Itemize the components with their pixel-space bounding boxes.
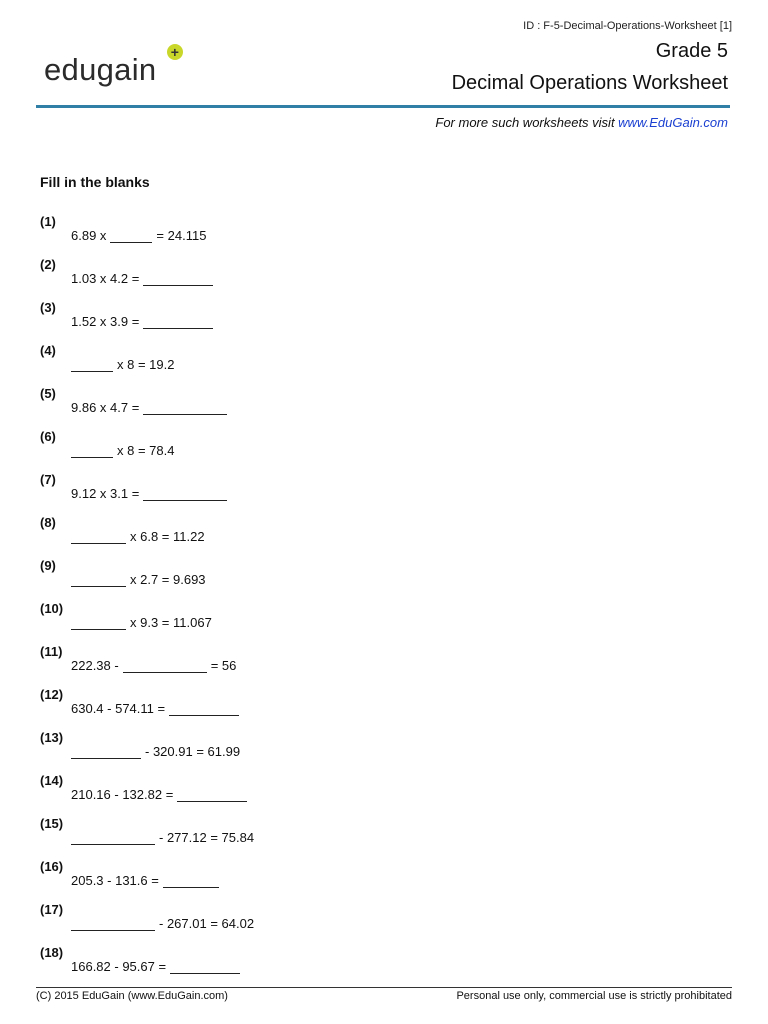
- question-number: (3): [40, 300, 56, 315]
- answer-blank[interactable]: [163, 867, 219, 888]
- answer-blank[interactable]: [71, 609, 126, 630]
- question-expression: [71, 609, 212, 630]
- answer-blank[interactable]: [71, 437, 113, 458]
- question-expression: [71, 566, 206, 587]
- question-number: (7): [40, 472, 56, 487]
- question-number: (6): [40, 429, 56, 444]
- expression-right: x 8 = 19.2: [117, 357, 175, 372]
- answer-blank[interactable]: [143, 308, 213, 329]
- expression-left: 1.52 x 3.9 =: [71, 314, 140, 329]
- expression-right: - 277.12 = 75.84: [159, 830, 255, 845]
- question-expression: [71, 480, 231, 501]
- question-number: (13): [40, 730, 64, 745]
- expression-right: - 320.91 = 61.99: [145, 744, 241, 759]
- question-number: (12): [40, 687, 64, 702]
- question-expression: [71, 265, 217, 286]
- question-number: (1): [40, 214, 56, 229]
- expression-left: 9.12 x 3.1 =: [71, 486, 140, 501]
- answer-blank[interactable]: [110, 222, 152, 243]
- question-expression: [71, 910, 254, 931]
- question-expression: [71, 867, 223, 888]
- question-number: (8): [40, 515, 56, 530]
- logo-plus-icon: +: [167, 44, 183, 60]
- worksheet-title: Decimal Operations Worksheet: [451, 72, 728, 94]
- expression-right: x 8 = 78.4: [117, 443, 175, 458]
- answer-blank[interactable]: [71, 523, 126, 544]
- expression-left: 6.89 x: [71, 228, 107, 243]
- question-expression: [71, 953, 244, 974]
- question-expression: [71, 652, 236, 673]
- expression-right: x 6.8 = 11.22: [130, 529, 205, 544]
- expression-left: 630.4 - 574.11 =: [71, 701, 166, 716]
- question-number: (18): [40, 945, 64, 960]
- footer-copyright: (C) 2015 EduGain (www.EduGain.com): [36, 990, 228, 1002]
- question-number: (15): [40, 816, 64, 831]
- expression-left: 9.86 x 4.7 =: [71, 400, 140, 415]
- question-number: (2): [40, 257, 56, 272]
- expression-left: 166.82 - 95.67 =: [71, 959, 167, 974]
- footer-usage-note: Personal use only, commercial use is strictly prohibitated: [456, 990, 732, 1002]
- answer-blank[interactable]: [143, 265, 213, 286]
- answer-blank[interactable]: [177, 781, 247, 802]
- question-expression: [71, 351, 174, 372]
- question-expression: [71, 695, 243, 716]
- answer-blank[interactable]: [71, 566, 126, 587]
- question-number: (4): [40, 343, 56, 358]
- question-number: (10): [40, 601, 64, 616]
- question-expression: [71, 738, 240, 759]
- question-expression: [71, 394, 231, 415]
- expression-left: 222.38 -: [71, 658, 119, 673]
- question-number: (14): [40, 773, 64, 788]
- expression-right: - 267.01 = 64.02: [159, 916, 255, 931]
- answer-blank[interactable]: [71, 824, 155, 845]
- question-number: (11): [40, 644, 63, 659]
- expression-right: = 24.115: [156, 228, 207, 243]
- expression-right: = 56: [210, 658, 237, 673]
- question-number: (5): [40, 386, 56, 401]
- more-text: For more such worksheets visit: [435, 115, 619, 130]
- expression-left: 210.16 - 132.82 =: [71, 787, 174, 802]
- edugain-logo: [44, 44, 180, 88]
- grade-heading: Grade 5: [655, 40, 728, 62]
- question-expression: [71, 308, 217, 329]
- more-worksheets-note: [435, 115, 728, 130]
- question-expression: [71, 222, 206, 243]
- question-number: (9): [40, 558, 56, 573]
- answer-blank[interactable]: [170, 953, 240, 974]
- expression-left: 205.3 - 131.6 =: [71, 873, 159, 888]
- expression-right: x 9.3 = 11.067: [130, 615, 212, 630]
- footer-divider: [36, 987, 732, 988]
- question-number: (16): [40, 859, 64, 874]
- section-title: Fill in the blanks: [40, 174, 150, 190]
- expression-left: 1.03 x 4.2 =: [71, 271, 140, 286]
- edugain-link[interactable]: www.EduGain.com: [618, 115, 728, 130]
- question-expression: [71, 781, 251, 802]
- expression-right: x 2.7 = 9.693: [130, 572, 206, 587]
- answer-blank[interactable]: [143, 480, 227, 501]
- answer-blank[interactable]: [71, 351, 113, 372]
- answer-blank[interactable]: [71, 738, 141, 759]
- answer-blank[interactable]: [123, 652, 207, 673]
- question-number: (17): [40, 902, 64, 917]
- question-expression: [71, 437, 174, 458]
- answer-blank[interactable]: [169, 695, 239, 716]
- question-expression: [71, 824, 254, 845]
- question-expression: [71, 523, 205, 544]
- answer-blank[interactable]: [71, 910, 155, 931]
- logo-text: edugain: [44, 52, 157, 87]
- header-divider: [36, 105, 730, 108]
- document-id: ID : F-5-Decimal-Operations-Worksheet [1]: [523, 20, 732, 32]
- answer-blank[interactable]: [143, 394, 227, 415]
